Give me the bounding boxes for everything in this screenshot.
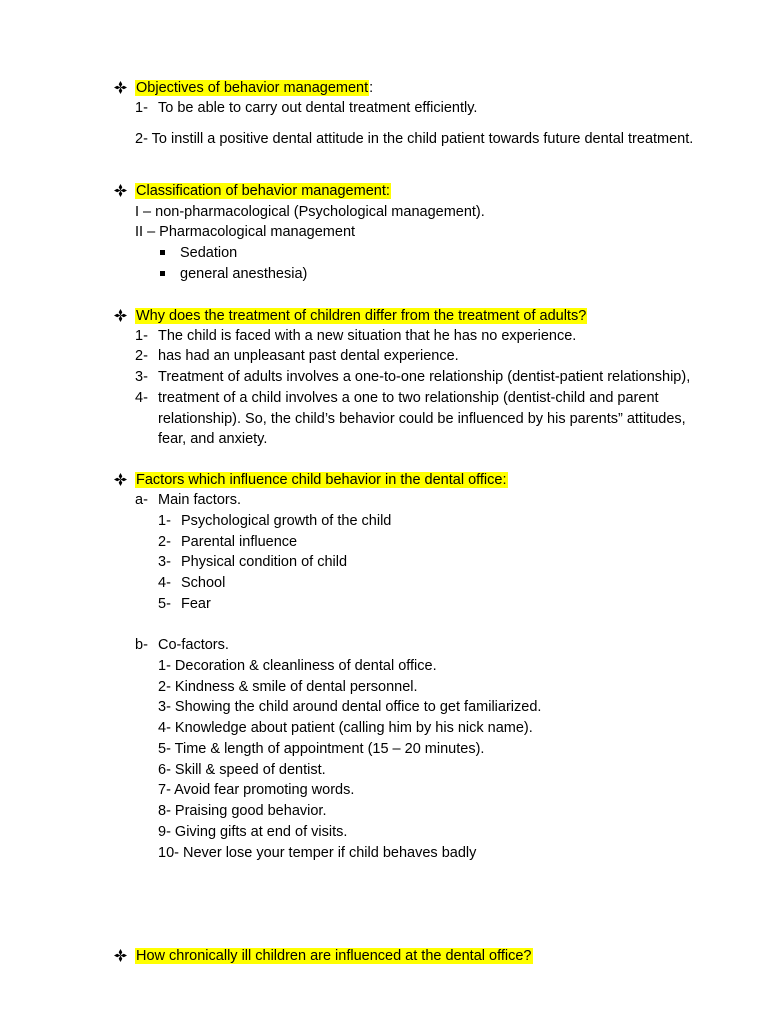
list-item: 4- Knowledge about patient (calling him by his nick name). [158, 720, 533, 736]
list-number: 4- [135, 390, 148, 406]
section-heading-objectives [135, 78, 373, 98]
list-item: 5- Time & length of appointment (15 – 20 minutes). [158, 741, 485, 757]
list-item-text: Physical condition of child [181, 554, 348, 570]
list-item-text: School [181, 575, 226, 591]
list-item: 1- Decoration & cleanliness of dental office. [158, 658, 437, 674]
list-item-text: Treatment of adults involves a one-to-one relationship (dentist-patient relationship), [158, 369, 691, 385]
list-number: 1- [135, 100, 148, 116]
list-item-text: Parental influence [181, 534, 298, 550]
four-diamond-bullet-icon [114, 81, 127, 94]
list-item-text: treatment of a child involves a one to two relationship (dentist-child and parent [158, 390, 659, 406]
list-item-text: To be able to carry out dental treatment efficiently. [158, 100, 478, 116]
list-number: 3- [158, 554, 171, 570]
list-item: 2- Kindness & smile of dental personnel. [158, 679, 418, 695]
heading-suffix: : [369, 80, 374, 96]
highlighted-heading-text: Why does the treatment of children differ from the treatment of adults? [136, 308, 587, 324]
square-bullet-icon [160, 271, 165, 276]
list-item: 9- Giving gifts at end of visits. [158, 824, 348, 840]
list-item-text: has had an unpleasant past dental experience. [158, 348, 459, 364]
list-item-text: Psychological growth of the child [181, 513, 392, 529]
list-number: 3- [135, 369, 148, 385]
list-number: 2- [158, 534, 171, 550]
list-item-text: 2- To instill a positive dental attitude in the child patient towards future dental treatment. [135, 131, 694, 147]
sub-item: Sedation [180, 245, 238, 261]
list-item: 7- Avoid fear promoting words. [158, 782, 355, 798]
list-item: 3- Showing the child around dental office to get familiarized. [158, 699, 542, 715]
four-diamond-bullet-icon [114, 473, 127, 486]
list-item: 6- Skill & speed of dentist. [158, 762, 326, 778]
list-item-text: The child is faced with a new situation that he has no experience. [158, 328, 577, 344]
list-number: 1- [158, 513, 171, 529]
classification-line: II – Pharmacological management [135, 224, 356, 240]
list-item-text: relationship). So, the child’s behavior could be influenced by his parents” attitudes, [158, 411, 686, 427]
highlighted-heading-text: Objectives of behavior management [136, 80, 369, 96]
list-item-text: Fear [181, 596, 211, 612]
list-number: 4- [158, 575, 171, 591]
list-number: 2- [135, 348, 148, 364]
highlighted-heading-text: Factors which influence child behavior in the dental office: [136, 472, 507, 488]
classification-line: I – non-pharmacological (Psychological management). [135, 204, 485, 220]
sublist-title: Main factors. [158, 492, 241, 508]
highlighted-heading-text: How chronically ill children are influenced at the dental office? [136, 948, 532, 964]
section-heading-why-differ [135, 306, 587, 326]
sublist-label: a- [135, 492, 148, 508]
list-number: 5- [158, 596, 171, 612]
list-item-text: fear, and anxiety. [158, 431, 268, 447]
sublist-title: Co-factors. [158, 637, 229, 653]
four-diamond-bullet-icon [114, 949, 127, 962]
list-item: 8- Praising good behavior. [158, 803, 327, 819]
highlighted-heading-text: Classification of behavior management: [136, 183, 390, 199]
section-heading-factors [135, 470, 508, 490]
section-heading-classification [135, 181, 391, 201]
four-diamond-bullet-icon [114, 309, 127, 322]
section-heading-chronically-ill [135, 946, 533, 966]
sublist-label: b- [135, 637, 148, 653]
list-item: 10- Never lose your temper if child behaves badly [158, 845, 477, 861]
list-number: 1- [135, 328, 148, 344]
four-diamond-bullet-icon [114, 184, 127, 197]
sub-item: general anesthesia) [180, 266, 308, 282]
square-bullet-icon [160, 250, 165, 255]
